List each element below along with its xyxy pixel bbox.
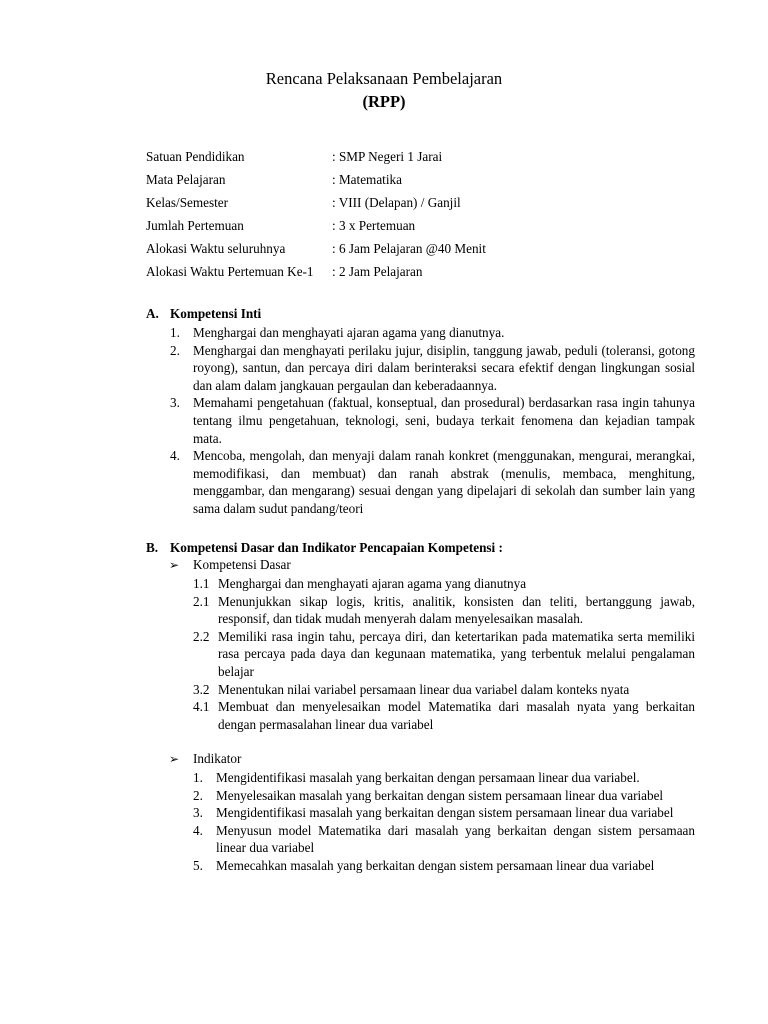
item-number: 1. [170,325,180,340]
info-value: : 6 Jam Pelajaran @40 Menit [332,241,486,256]
info-value: : SMP Negeri 1 Jarai [332,149,443,164]
item-text: Mengidentifikasi masalah yang berkaitan dengan sistem persamaan linear dua variabel [216,805,674,821]
list-item [193,593,695,628]
item-number: 2. [193,787,203,803]
document-subtitle: (RPP) [362,92,406,111]
section-letter: B. [146,540,159,555]
item-text: Menghargai dan menghayati ajaran agama yang dianutnya. [193,325,505,340]
item-text: Menghargai dan menghayati ajaran agama yang dianutnya [218,576,527,591]
item-number: 2.2 [193,628,210,644]
item-number: 3.2 [193,681,210,697]
list-item [193,857,695,875]
list-item [193,698,695,733]
item-number: 4. [193,822,203,838]
identity-table [146,149,666,287]
list-item [170,447,695,517]
info-key: Jumlah Pertemuan [146,218,244,233]
info-row [146,149,666,172]
indikator-heading [169,751,241,767]
item-text: Memahami pengetahuan (faktual, konseptual, dan prosedural) berdasarkan rasa ingin tahunya tentang ilmu pengetahuan, teknologi, seni, budaya terkait fenomena dan kejadian tampak mata. [193,395,695,446]
item-number: 1.1 [193,576,210,591]
info-key: Kelas/Semester [146,195,229,210]
item-number: 4.1 [193,699,210,715]
kompetensi-inti-list [170,324,695,518]
info-row [146,218,666,241]
info-row [146,241,666,264]
list-item [170,342,695,395]
item-number: 2.1 [193,593,210,609]
item-text: Menyelesaikan masalah yang berkaitan dengan sistem persamaan linear dua variabel [216,787,664,803]
list-item [170,394,695,447]
info-value: : Matematika [332,172,402,187]
info-row [146,172,666,195]
item-text: Memecahkan masalah yang berkaitan dengan sistem persamaan linear dua variabel [216,857,655,873]
kompetensi-dasar-heading [169,557,291,573]
item-text: Memiliki rasa ingin tahu, percaya diri, dan ketertarikan pada matematika serta memiliki rasa percaya pada daya dan kegunaan matematika, yang terbentuk melalui pengalaman belajar [218,628,695,679]
section-a-heading [146,306,261,322]
section-letter: A. [146,306,159,321]
list-item [170,324,695,342]
item-number: 3. [170,395,180,411]
item-text: Mencoba, mengolah, dan menyaji dalam ranah konkret (menggunakan, mengurai, merangkai, memodifikasi, dan membuat) dan ranah abstrak (menulis, membaca, menghitung, menggambar, dan mengarang) sesuai dengan yang dipelajari di sekolah dan sumber lain yang sama dalam sudut pandang/teori [193,448,695,516]
kompetensi-dasar-list [193,575,695,733]
list-item [193,769,695,787]
item-text: Membuat dan menyelesaikan model Matematika dari masalah nyata yang berkaitan dengan permasalahan linear dua variabel [218,699,695,732]
section-title: Kompetensi Inti [170,306,262,321]
info-key: Alokasi Waktu seluruhnya [146,241,286,256]
item-number: 2. [170,342,180,358]
info-value: : 3 x Pertemuan [332,218,416,233]
subsection-title: Kompetensi Dasar [193,557,291,572]
item-number: 4. [170,448,180,464]
list-item [193,628,695,681]
item-text: Menghargai dan menghayati perilaku jujur, disiplin, tanggung jawab, peduli (toleransi, gotong royong), santun, dan percaya diri dalam berinteraksi secara efektif dengan lingkungan sosial dan alam dalam jangkauan pergaulan dan keberadaannya. [193,342,695,393]
item-number: 5. [193,857,203,873]
info-value: : 2 Jam Pelajaran [332,264,423,279]
indikator-list [193,769,695,875]
item-text: Menentukan nilai variabel persamaan linear dua variabel dalam konteks nyata [218,681,630,697]
list-item [193,804,695,822]
info-value: : VIII (Delapan) / Ganjil [332,195,461,210]
list-item [193,575,695,593]
section-b-heading [146,540,503,556]
subsection-title: Indikator [193,751,242,766]
info-row [146,195,666,218]
arrow-bullet-icon: ➢ [169,558,180,572]
info-key: Satuan Pendidikan [146,149,245,164]
item-number: 1. [193,770,203,785]
section-title: Kompetensi Dasar dan Indikator Pencapaian Kompetensi : [170,540,503,555]
item-text: Mengidentifikasi masalah yang berkaitan dengan persamaan linear dua variabel. [216,770,640,785]
info-row [146,264,666,287]
item-number: 3. [193,805,203,821]
info-key: Alokasi Waktu Pertemuan Ke-1 [146,264,314,279]
item-text: Menunjukkan sikap logis, kritis, analitik, konsisten dan teliti, bertanggung jawab, responsif, dan tidak mudah menyerah dalam menyelesaikan masalah. [218,593,695,627]
item-text: Menyusun model Matematika dari masalah yang berkaitan dengan sistem persamaan linear dua variabel [216,822,695,856]
arrow-bullet-icon: ➢ [169,752,180,766]
list-item [193,681,695,699]
list-item [193,787,695,805]
list-item [193,822,695,857]
info-key: Mata Pelajaran [146,172,226,187]
document-title: Rencana Pelaksanaan Pembelajaran [265,69,503,88]
